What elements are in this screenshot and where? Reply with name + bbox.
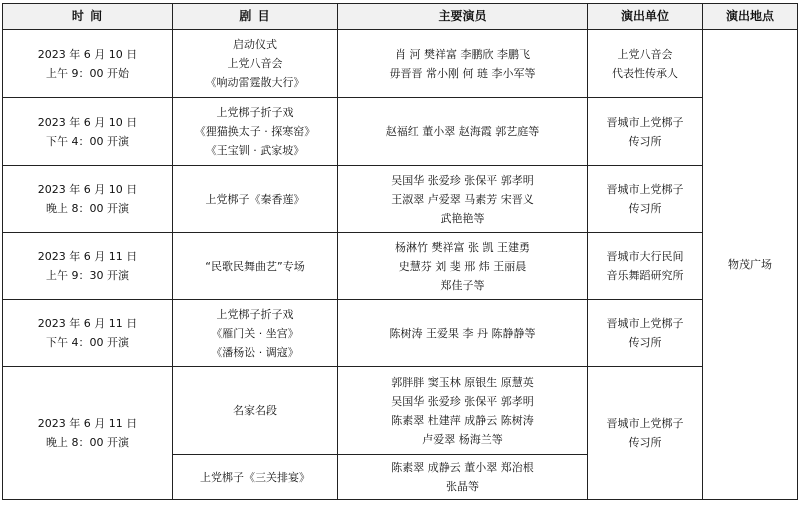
time-cell: 2023 年 6 月 10 日 上午 9：00 开始 xyxy=(3,30,173,98)
program-cell: 上党梆子《秦香莲》 xyxy=(173,166,338,233)
program-cell: 上党梆子折子戏 《雁门关 · 坐宫》 《潘杨讼 · 调寇》 xyxy=(173,300,338,367)
table-row xyxy=(3,98,798,166)
table-row xyxy=(3,367,798,455)
performance-schedule-table xyxy=(2,3,798,500)
cast-cell: 吴国华 张爱珍 张保平 郭孝明 王淑翠 卢爱翠 马素芳 宋晋义 武艳艳等 xyxy=(338,166,588,233)
time-cell: 2023 年 6 月 10 日 下午 4：00 开演 xyxy=(3,98,173,166)
table-row xyxy=(3,166,798,233)
header-row xyxy=(3,4,798,30)
unit-cell: 晋城市大行民间 音乐舞蹈研究所 xyxy=(588,233,703,300)
program-cell: 启动仪式 上党八音会 《响动雷霆散大行》 xyxy=(173,30,338,98)
time-cell: 2023 年 6 月 11 日 晚上 8：00 开演 xyxy=(3,367,173,500)
unit-cell: 晋城市上党梆子 传习所 xyxy=(588,300,703,367)
cast-cell: 郭胖胖 窦玉林 原银生 原慧英 吴国华 张爱珍 张保平 郭孝明 陈素翠 杜建萍 成静云 陈树涛 卢爱翠 杨海兰等 xyxy=(338,367,588,455)
header-program: 剧 目 xyxy=(173,4,338,30)
unit-cell: 晋城市上党梆子 传习所 xyxy=(588,98,703,166)
cast-cell: 杨淋竹 樊祥富 张 凯 王建勇 史慧芬 刘 斐 邢 炜 王丽晨 郑佳子等 xyxy=(338,233,588,300)
table-row xyxy=(3,30,798,98)
header-time: 时 间 xyxy=(3,4,173,30)
program-cell: 上党梆子《三关排宴》 xyxy=(173,455,338,500)
cast-cell: 赵福红 董小翠 赵海霞 郭艺庭等 xyxy=(338,98,588,166)
program-cell: 名家名段 xyxy=(173,367,338,455)
venue-cell: 物茂广场 xyxy=(703,30,798,500)
unit-cell: 晋城市上党梆子 传习所 xyxy=(588,367,703,500)
time-cell: 2023 年 6 月 11 日 下午 4：00 开演 xyxy=(3,300,173,367)
time-cell: 2023 年 6 月 10 日 晚上 8：00 开演 xyxy=(3,166,173,233)
header-venue: 演出地点 xyxy=(703,4,798,30)
table-row xyxy=(3,233,798,300)
unit-cell: 上党八音会 代表性传承人 xyxy=(588,30,703,98)
table-row xyxy=(3,300,798,367)
program-cell: 上党梆子折子戏 《狸猫换太子 · 探寒窑》 《王宝钏 · 武家坡》 xyxy=(173,98,338,166)
time-cell: 2023 年 6 月 11 日 上午 9：30 开演 xyxy=(3,233,173,300)
header-cast: 主要演员 xyxy=(338,4,588,30)
cast-cell: 肖 河 樊祥富 李鹏欣 李鹏飞 毋晋晋 常小刚 何 琏 李小军等 xyxy=(338,30,588,98)
cast-cell: 陈素翠 成静云 董小翠 郑治根 张晶等 xyxy=(338,455,588,500)
header-unit: 演出单位 xyxy=(588,4,703,30)
schedule-table-container xyxy=(0,3,800,506)
cast-cell: 陈树涛 王爱果 李 丹 陈静静等 xyxy=(338,300,588,367)
unit-cell: 晋城市上党梆子 传习所 xyxy=(588,166,703,233)
program-cell: “民歌民舞曲艺”专场 xyxy=(173,233,338,300)
